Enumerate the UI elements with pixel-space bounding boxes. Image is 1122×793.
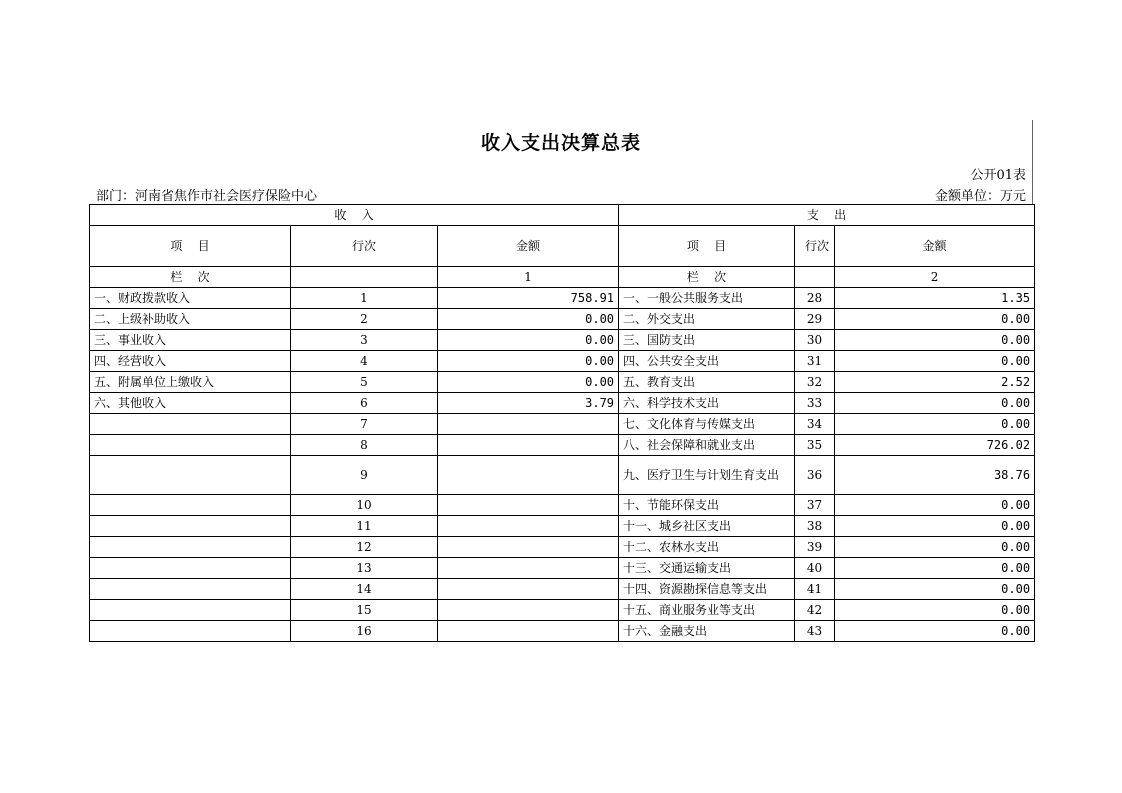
table-row [90, 495, 1035, 516]
expense-row-no-cell: 33 [795, 393, 835, 414]
income-item-cell: 四、经营收入 [90, 351, 291, 372]
expense-row-no-header: 行次 [795, 226, 835, 267]
expense-amount-cell: 0.00 [835, 393, 1035, 414]
expense-row-no-cell: 37 [795, 495, 835, 516]
expense-row-no-cell: 38 [795, 516, 835, 537]
expense-item-cell: 十、节能环保支出 [619, 495, 795, 516]
expense-amount-cell: 0.00 [835, 309, 1035, 330]
expense-amount-cell: 0.00 [835, 516, 1035, 537]
income-amount-cell [438, 456, 619, 495]
income-amount-cell [438, 495, 619, 516]
income-amount-header: 金额 [438, 226, 619, 267]
expense-amount-cell: 0.00 [835, 558, 1035, 579]
expense-item-cell: 十三、交通运输支出 [619, 558, 795, 579]
expense-row-no-cell: 28 [795, 288, 835, 309]
expense-row-no-cell: 41 [795, 579, 835, 600]
expense-amount-cell: 0.00 [835, 495, 1035, 516]
income-amount-cell [438, 558, 619, 579]
expense-item-cell: 十五、商业服务业等支出 [619, 600, 795, 621]
income-item-cell [90, 558, 291, 579]
income-row-no-cell: 14 [291, 579, 438, 600]
income-row-no-cell: 6 [291, 393, 438, 414]
income-item-cell: 五、附属单位上缴收入 [90, 372, 291, 393]
income-row-no-cell: 13 [291, 558, 438, 579]
expense-amount-cell: 2.52 [835, 372, 1035, 393]
table-row [90, 372, 1035, 393]
expense-item-cell: 五、教育支出 [619, 372, 795, 393]
table-row [90, 621, 1035, 642]
table-row [90, 330, 1035, 351]
expense-section-header: 支 出 [619, 205, 1035, 226]
expense-item-cell: 二、外交支出 [619, 309, 795, 330]
table-row [90, 537, 1035, 558]
expense-amount-cell: 0.00 [835, 579, 1035, 600]
table-row [90, 600, 1035, 621]
income-item-cell [90, 537, 291, 558]
table-row [90, 288, 1035, 309]
income-amount-cell [438, 537, 619, 558]
expense-item-cell: 一、一般公共服务支出 [619, 288, 795, 309]
income-item-header: 项 目 [90, 226, 291, 267]
income-expense-table [89, 204, 1035, 642]
expense-item-cell: 三、国防支出 [619, 330, 795, 351]
expense-amount-cell: 0.00 [835, 330, 1035, 351]
income-item-cell [90, 516, 291, 537]
income-amount-cell [438, 600, 619, 621]
income-row-no-cell: 10 [291, 495, 438, 516]
expense-amount-cell: 0.00 [835, 537, 1035, 558]
income-row-no-cell: 11 [291, 516, 438, 537]
income-col-row-label: 栏 次 [90, 267, 291, 288]
income-col-no: 1 [438, 267, 619, 288]
expense-row-no-cell: 43 [795, 621, 835, 642]
income-amount-cell [438, 414, 619, 435]
income-item-cell: 六、其他收入 [90, 393, 291, 414]
expense-item-cell: 十六、金融支出 [619, 621, 795, 642]
expense-row-no-cell: 31 [795, 351, 835, 372]
income-row-no-cell: 1 [291, 288, 438, 309]
table-row [90, 579, 1035, 600]
expense-col-row-label: 栏 次 [619, 267, 795, 288]
expense-item-header: 项 目 [619, 226, 795, 267]
income-row-no-header: 行次 [291, 226, 438, 267]
income-item-cell [90, 414, 291, 435]
table-row [90, 351, 1035, 372]
expense-row-no-cell: 36 [795, 456, 835, 495]
expense-amount-cell: 1.35 [835, 288, 1035, 309]
income-amount-cell [438, 516, 619, 537]
income-row-no-cell: 9 [291, 456, 438, 495]
table-row [90, 516, 1035, 537]
expense-row-no-cell: 39 [795, 537, 835, 558]
income-item-cell [90, 579, 291, 600]
expense-row-no-cell: 34 [795, 414, 835, 435]
income-amount-cell: 3.79 [438, 393, 619, 414]
income-row-no-cell: 4 [291, 351, 438, 372]
income-row-no-cell: 2 [291, 309, 438, 330]
column-number-row [90, 267, 1035, 288]
expense-amount-cell: 0.00 [835, 351, 1035, 372]
expense-amount-cell: 0.00 [835, 621, 1035, 642]
income-item-cell: 三、事业收入 [90, 330, 291, 351]
expense-col-no: 2 [835, 267, 1035, 288]
expense-row-no-cell: 32 [795, 372, 835, 393]
income-amount-cell [438, 579, 619, 600]
income-row-no-cell: 8 [291, 435, 438, 456]
income-amount-cell: 0.00 [438, 372, 619, 393]
department-label: 部门：河南省焦作市社会医疗保险中心 [96, 189, 318, 204]
income-item-cell [90, 435, 291, 456]
income-item-cell [90, 495, 291, 516]
income-item-cell [90, 456, 291, 495]
income-section-header: 收 入 [90, 205, 619, 226]
income-row-no-cell: 12 [291, 537, 438, 558]
income-row-no-cell: 16 [291, 621, 438, 642]
expense-item-cell: 九、医疗卫生与计划生育支出 [619, 456, 795, 495]
income-item-cell: 一、财政拨款收入 [90, 288, 291, 309]
expense-row-no-cell: 29 [795, 309, 835, 330]
expense-row-no-cell: 42 [795, 600, 835, 621]
expense-row-no-cell: 35 [795, 435, 835, 456]
income-row-no-cell: 5 [291, 372, 438, 393]
table-row [90, 558, 1035, 579]
empty-cell [291, 267, 438, 288]
income-amount-cell [438, 435, 619, 456]
expense-item-cell: 四、公共安全支出 [619, 351, 795, 372]
income-row-no-cell: 3 [291, 330, 438, 351]
expense-item-cell: 七、文化体育与传媒支出 [619, 414, 795, 435]
page-title: 收入支出决算总表 [480, 132, 641, 154]
expense-item-cell: 六、科学技术支出 [619, 393, 795, 414]
income-amount-cell: 0.00 [438, 309, 619, 330]
column-header-row [90, 226, 1035, 267]
income-item-cell [90, 621, 291, 642]
expense-item-cell: 十一、城乡社区支出 [619, 516, 795, 537]
income-amount-cell: 758.91 [438, 288, 619, 309]
expense-amount-cell: 38.76 [835, 456, 1035, 495]
section-header-row [90, 205, 1035, 226]
expense-item-cell: 十二、农林水支出 [619, 537, 795, 558]
income-item-cell: 二、上级补助收入 [90, 309, 291, 330]
income-item-cell [90, 600, 291, 621]
expense-amount-cell: 0.00 [835, 600, 1035, 621]
table-row [90, 414, 1035, 435]
table-row [90, 309, 1035, 330]
expense-item-cell: 十四、资源勘探信息等支出 [619, 579, 795, 600]
table-row [90, 393, 1035, 414]
expense-row-no-cell: 30 [795, 330, 835, 351]
income-amount-cell [438, 621, 619, 642]
empty-cell [795, 267, 835, 288]
income-amount-cell: 0.00 [438, 351, 619, 372]
table-row [90, 435, 1035, 456]
expense-amount-cell: 726.02 [835, 435, 1035, 456]
expense-amount-cell: 0.00 [835, 414, 1035, 435]
amount-unit-label: 金额单位：万元 [934, 189, 1026, 204]
expense-amount-header: 金额 [835, 226, 1035, 267]
expense-item-cell: 八、社会保障和就业支出 [619, 435, 795, 456]
table-row [90, 456, 1035, 495]
form-number: 公开01表 [970, 168, 1026, 183]
income-row-no-cell: 7 [291, 414, 438, 435]
income-amount-cell: 0.00 [438, 330, 619, 351]
expense-row-no-cell: 40 [795, 558, 835, 579]
income-row-no-cell: 15 [291, 600, 438, 621]
